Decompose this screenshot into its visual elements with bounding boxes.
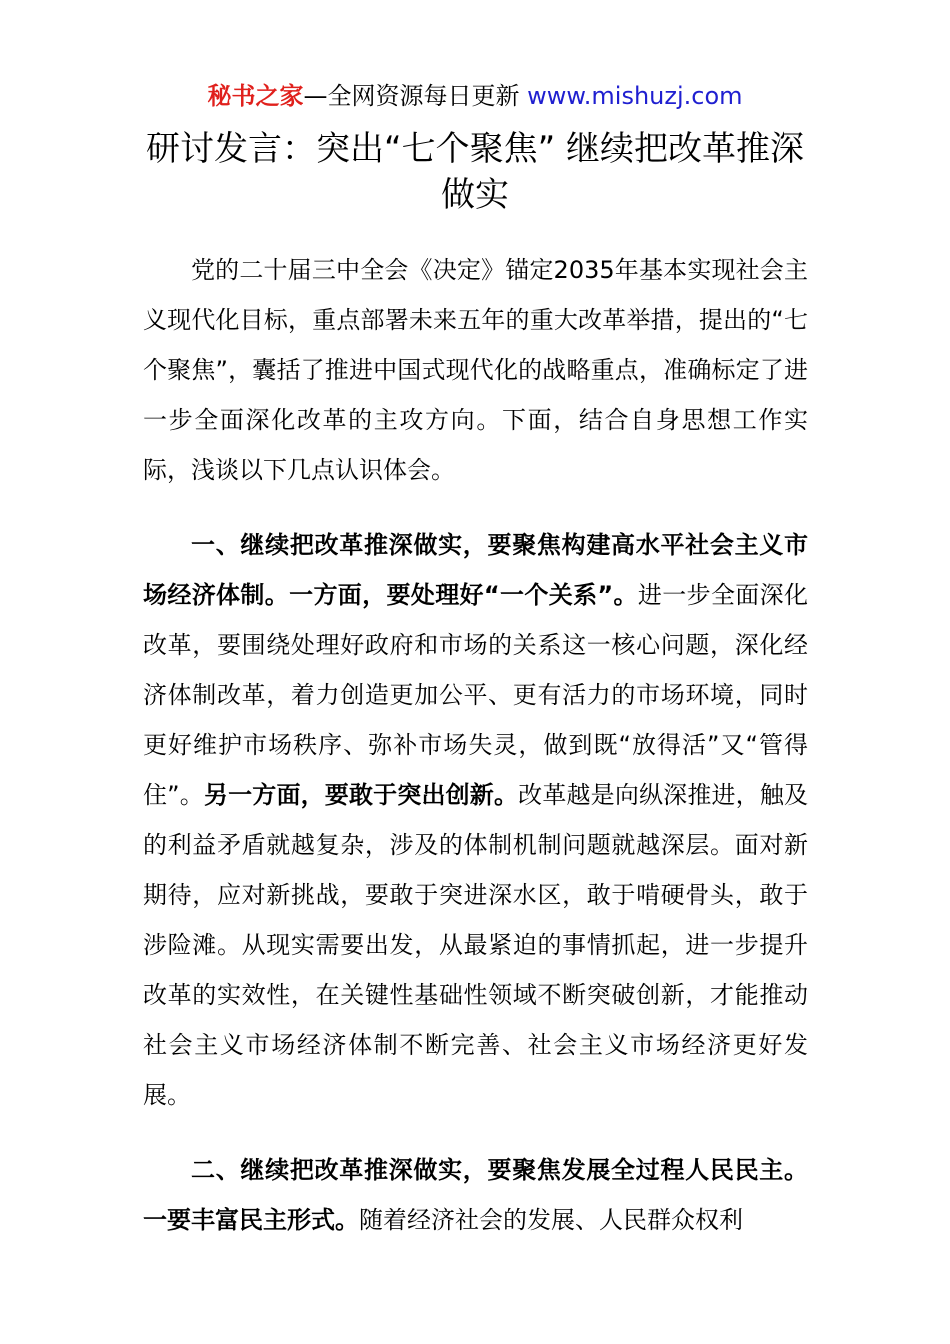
- paragraph-intro: 党的二十届三中全会《决定》锚定2035年基本实现社会主义现代化目标，重点部署未来五年的重大改革举措，提出的“七个聚焦”，囊括了推进中国式现代化的战略重点，准确标定了进一步全面深化改革的主攻方向。下面，结合自身思想工作实际，浅谈以下几点认识体会。: [143, 256, 808, 484]
- paragraph-section-2: [143, 1145, 808, 1245]
- header-tagline: —全网资源每日更新: [303, 82, 528, 110]
- document-title: 研讨发言：突出“七个聚焦” 继续把改革推深做实: [145, 129, 805, 215]
- section-1-heading: 一、继续把改革推深做实，要聚焦构建高水平社会主义市场经济体制。一方面，要处理好“一个关系”。: [143, 531, 808, 609]
- section-1-text-a: 进一步全面深化改革，要围绕处理好政府和市场的关系这一核心问题，深化经济体制改革，着力创造更加公平、更有活力的市场环境，同时更好维护市场秩序、弥补市场失灵，做到既“放得活”又“管得住”。: [143, 581, 809, 809]
- site-header: [0, 80, 950, 112]
- document-body: [143, 245, 808, 1245]
- section-2-text: 随着经济社会的发展、人民群众权利: [359, 1206, 743, 1234]
- site-url[interactable]: www.mishuzj.com: [527, 82, 743, 110]
- section-2-heading: 二、继续把改革推深做实，要聚焦发展全过程人民民主。一要丰富民主形式。: [143, 1156, 808, 1234]
- brand-name: 秘书之家: [207, 82, 304, 110]
- section-1-subheading: 另一方面，要敢于突出创新。: [203, 781, 519, 809]
- paragraph-section-1: [143, 520, 808, 1120]
- section-1-text-b: 改革越是向纵深推进，触及的利益矛盾就越复杂，涉及的体制机制问题就越深层。面对新期待，应对新挑战，要敢于突进深水区，敢于啃硬骨头，敢于涉险滩。从现实需要出发，从最紧迫的事情抓起，进一步提升改革的实效性，在关键性基础性领域不断突破创新，才能推动社会主义市场经济体制不断完善、社会主义市场经济更好发展。: [143, 781, 809, 1109]
